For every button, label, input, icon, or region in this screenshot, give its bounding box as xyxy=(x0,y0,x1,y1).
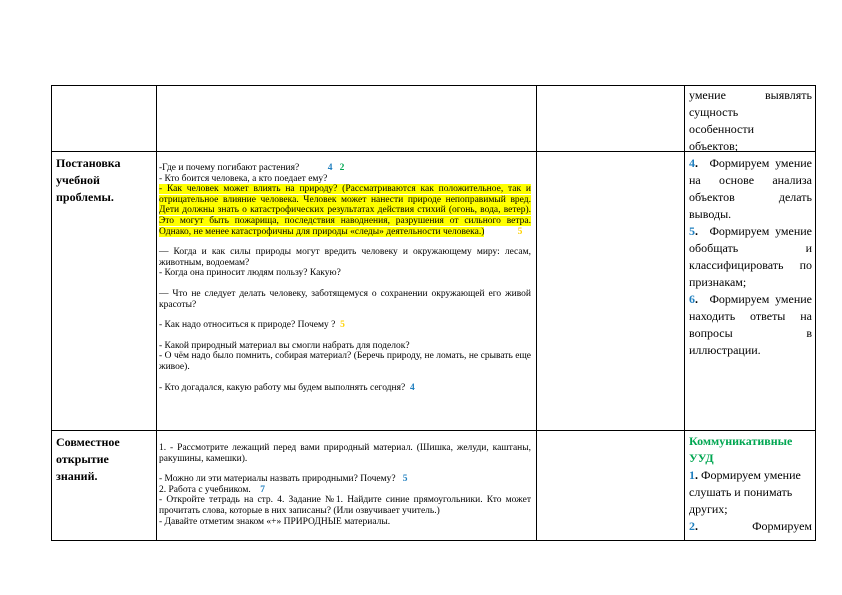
discovery-content xyxy=(159,443,531,527)
marker: 5 xyxy=(340,320,345,331)
highlighted-text: - Как человек может влиять на природу? (Рассматриваются как положительное, так и отрицательное влияние человека. Человек может нанести природе непоправимый вред. Дети должны знать о катастрофических результатах действия стихий (огонь, вода, ветер). Это могут быть пожарища, последствия наводнения, разрушения от сильного ветра. Однако, не менее катастрофичны для природы «следы» деятельности человека.) xyxy=(159,184,531,237)
answer-highlight xyxy=(159,184,531,237)
outcome-number: 2 xyxy=(689,519,695,533)
question xyxy=(159,320,531,331)
stage-line: Совместное xyxy=(56,435,120,449)
outcome-item: 5. Формируем умение обобщать и классифицировать по признакам; xyxy=(689,224,813,289)
marker: 4 xyxy=(409,382,415,393)
outcome-item: 4. Формируем умение на основе анализа объектов делать выводы. xyxy=(689,156,813,221)
outcome-item: 1. Формируем умение слушать и понимать других; xyxy=(689,468,801,516)
col-divider xyxy=(684,85,685,541)
discovery-outcomes xyxy=(689,433,812,535)
outcome-text: Формируем умение слушать и понимать других; xyxy=(689,468,801,516)
problem-content xyxy=(159,163,531,393)
task-text: - Можно ли эти материалы назвать природными? Почему? xyxy=(159,474,396,485)
question xyxy=(159,163,531,174)
question: - Когда она приносит людям пользу? Какую? xyxy=(159,268,341,279)
row1-outcomes xyxy=(689,87,812,155)
outcome-line: умение выявлять xyxy=(689,88,812,102)
task-text: 2. Работа с учебником. xyxy=(159,484,251,495)
task: - Откройте тетрадь на стр. 4. Задание №1. Найдите синие прямоугольники. Кто может прочитать слова, которые в них записаны? (Или озвучивает учитель.) xyxy=(159,495,531,516)
outcome-number: 6 xyxy=(689,292,695,306)
marker: 5 xyxy=(517,226,523,237)
outcome-text: Формируем умение на основе анализа объектов делать выводы. xyxy=(689,156,813,221)
outcome-number: 4 xyxy=(689,156,695,170)
outcome-item: 6. Формируем умение находить ответы на вопросы в иллюстрации. xyxy=(689,292,813,357)
marker: 4 xyxy=(327,163,333,173)
task xyxy=(159,474,531,485)
outcome-text: Формируем xyxy=(752,519,812,533)
question: - Какой природный материал вы смогли набрать для поделок? xyxy=(159,340,410,351)
stage-line: открытие xyxy=(56,452,109,466)
stage-discovery xyxy=(56,434,146,485)
row-divider xyxy=(51,430,816,431)
task: 1. - Рассмотрите лежащий перед вами природный материал. (Шишка, желуди, каштаны, ракушины, камешки). xyxy=(159,443,531,464)
stage-problem xyxy=(56,155,146,206)
marker: 2 xyxy=(339,163,345,173)
marker: 5 xyxy=(402,474,408,485)
task xyxy=(159,485,531,496)
stage-line: проблемы. xyxy=(56,190,114,204)
outcome-line: объектов; xyxy=(689,139,739,153)
question: - Кто боится человека, а кто поедает ему? xyxy=(159,173,328,184)
col-divider xyxy=(51,85,52,541)
lesson-table xyxy=(51,85,816,541)
outcome-number: 1 xyxy=(689,468,695,482)
stage-line: учебной xyxy=(56,173,100,187)
marker: 7 xyxy=(260,484,265,495)
question-text: - Кто догадался, какую работу мы будем выполнять сегодня? xyxy=(159,382,406,393)
question: — Когда и как силы природы могут вредить человеку и окружающему миру: лесам, животным, водоемам? xyxy=(159,247,531,268)
question: — Что не следует делать человеку, заботящемуся о сохранении окружающей его живой красоты? xyxy=(159,288,531,310)
outcome-text: Формируем умение находить ответы на вопросы в иллюстрации. xyxy=(689,292,813,357)
outcome-line: сущность xyxy=(689,105,739,119)
task: - Давайте отметим знаком «+» ПРИРОДНЫЕ материалы. xyxy=(159,516,391,527)
table-border-bottom xyxy=(51,540,816,541)
question xyxy=(159,383,531,394)
stage-line: Постановка xyxy=(56,156,121,170)
question-text: -Где и почему погибают растения? xyxy=(159,163,300,173)
col-divider xyxy=(156,85,157,541)
question: - О чём надо было помнить, собирая материал? (Беречь природу, не ломать, не срывать еще живое). xyxy=(159,351,531,372)
col-divider xyxy=(815,85,816,541)
uud-title: Коммуникативные УУД xyxy=(689,434,793,465)
outcome-number: 5 xyxy=(689,224,695,238)
col-divider xyxy=(536,85,537,541)
stage-line: знаний. xyxy=(56,469,98,483)
outcome-text: Формируем умение обобщать и классифицировать по признакам; xyxy=(689,224,813,289)
outcome-line: особенности xyxy=(689,122,755,136)
outcome-item: 2. Формируем xyxy=(689,519,812,533)
question-text: - Как надо относиться к природе? Почему ? xyxy=(159,320,336,331)
problem-outcomes xyxy=(689,155,812,359)
table-border-top xyxy=(51,85,816,86)
